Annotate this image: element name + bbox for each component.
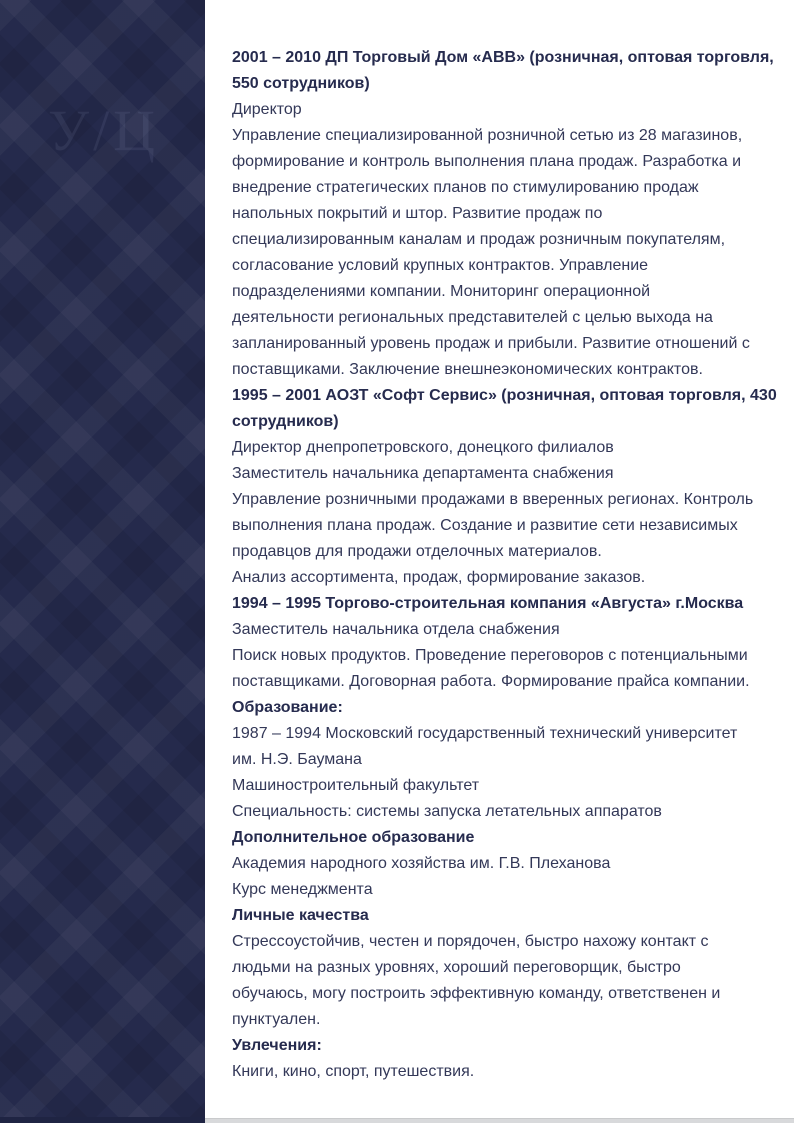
resume-line: 1994 – 1995 Торгово-строительная компания «Августа» г.Москва xyxy=(232,595,744,612)
resume-line: им. Н.Э. Баумана xyxy=(232,751,362,768)
resume-line: сотрудников) xyxy=(232,413,339,430)
resume-line: Увлечения: xyxy=(232,1037,322,1054)
resume-line: поставщиками. Заключение внешнеэкономических контрактов. xyxy=(232,361,703,378)
resume-line: Курс менеджмента xyxy=(232,881,373,898)
resume-line: Книги, кино, спорт, путешествия. xyxy=(232,1063,475,1080)
resume-line: 550 сотрудников) xyxy=(232,75,370,92)
resume-line: 2001 – 2010 ДП Торговый Дом «АВВ» (розничная, оптовая торговля, xyxy=(232,49,774,66)
resume-line: Машиностроительный факультет xyxy=(232,777,480,794)
page-bottom-edge-sidebar xyxy=(0,1117,205,1123)
resume-line: специализированным каналам и продаж розничным покупателям, xyxy=(232,231,726,248)
resume-line: Дополнительное образование xyxy=(232,829,475,846)
resume-line: выполнения плана продаж. Создание и развитие сети независимых xyxy=(232,517,738,534)
resume-line: напольных покрытий и штор. Развитие продаж по xyxy=(232,205,603,222)
resume-line: 1995 – 2001 АОЗТ «Софт Сервис» (розничная, оптовая торговля, 430 xyxy=(232,387,777,404)
resume-line: согласование условий крупных контрактов. Управление xyxy=(232,257,649,274)
resume-line: Личные качества xyxy=(232,907,369,924)
resume-line: внедрение стратегических планов по стимулированию продаж xyxy=(232,179,699,196)
resume-line: Специальность: системы запуска летательных аппаратов xyxy=(232,803,662,820)
resume-line: Образование: xyxy=(232,699,343,716)
resume-line: продавцов для продажи отделочных материалов. xyxy=(232,543,602,560)
resume-line: обучаюсь, могу построить эффективную команду, ответственен и xyxy=(232,985,721,1002)
resume-line: 1987 – 1994 Московский государственный технический университет xyxy=(232,725,738,742)
resume-line: Директор днепропетровского, донецкого филиалов xyxy=(232,439,614,456)
resume-line: Директор xyxy=(232,101,302,118)
resume-line: Стрессоустойчив, честен и порядочен, быстро нахожу контакт с xyxy=(232,933,709,950)
watermark-text: У/Ц xyxy=(48,98,160,163)
page-bottom-edge-content xyxy=(205,1118,794,1123)
resume-line: Анализ ассортимента, продаж, формирование заказов. xyxy=(232,569,646,586)
resume-line: людьми на разных уровнях, хороший переговорщик, быстро xyxy=(232,959,681,976)
resume-line: деятельности региональных представителей с целью выхода на xyxy=(232,309,713,326)
resume-line: формирование и контроль выполнения плана продаж. Разработка и xyxy=(232,153,742,170)
resume-line: Академия народного хозяйства им. Г.В. Плеханова xyxy=(232,855,611,872)
resume-line: Заместитель начальника департамента снабжения xyxy=(232,465,614,482)
sidebar-pattern xyxy=(0,0,205,1123)
resume-line: Поиск новых продуктов. Проведение переговоров с потенциальными xyxy=(232,647,748,664)
resume-line: Управление специализированной розничной сетью из 28 магазинов, xyxy=(232,127,743,144)
resume-line: подразделениями компании. Мониторинг операционной xyxy=(232,283,651,300)
page-bottom-edge xyxy=(0,1117,794,1123)
resume-line: Заместитель начальника отдела снабжения xyxy=(232,621,560,638)
resume-line: пунктуален. xyxy=(232,1011,321,1028)
resume-line: Управление розничными продажами в вверенных регионах. Контроль xyxy=(232,491,754,508)
resume-line: поставщиками. Договорная работа. Формирование прайса компании. xyxy=(232,673,750,690)
resume-line: запланированный уровень продаж и прибыли. Развитие отношений с xyxy=(232,335,750,352)
resume-content xyxy=(205,0,794,1123)
